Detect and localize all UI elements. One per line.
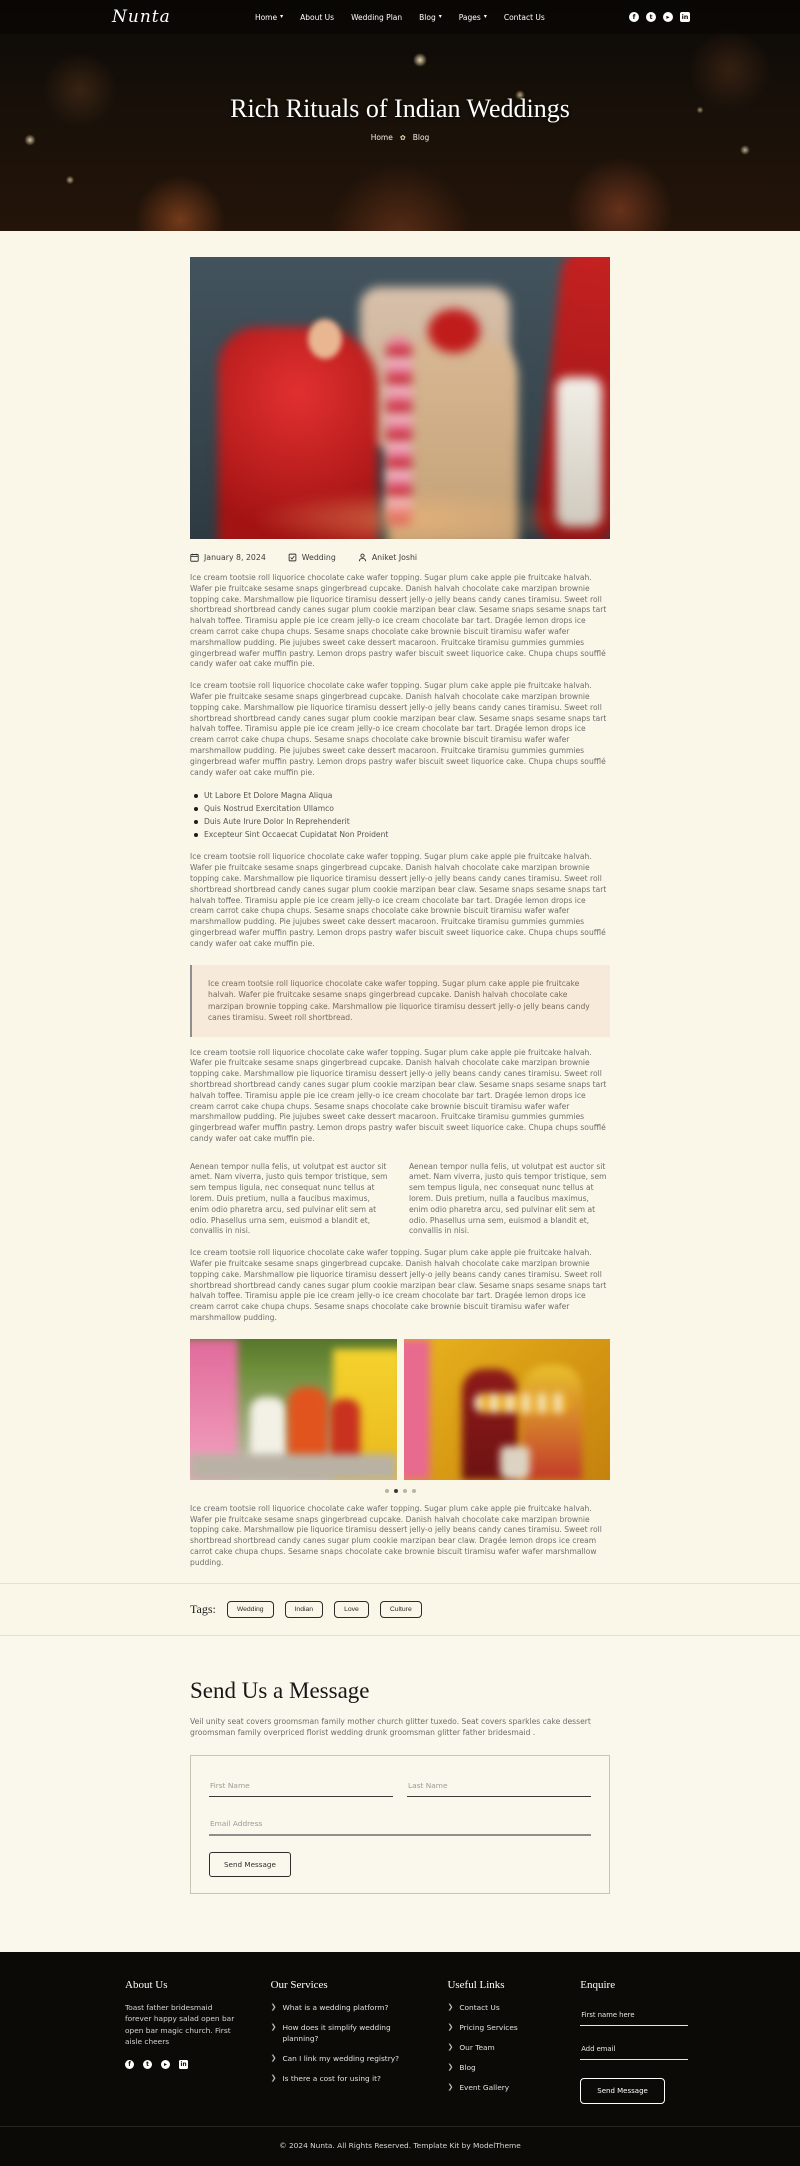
footer-useful-link[interactable]: ❯ Pricing Services	[447, 2022, 518, 2032]
tag-culture[interactable]: Culture	[380, 1601, 422, 1618]
site-logo[interactable]: Nunta	[112, 7, 171, 27]
tag-wedding[interactable]: Wedding	[227, 1601, 274, 1618]
paragraph-6: Ice cream tootsie roll liquorice chocolate cake wafer topping. Sugar plum cake apple pie fruitcake halvah. Wafer pie fruitcake sesame snaps gingerbread cupcake. Danish halvah chocolate cake marzipan brownie topping cake. Marshmallow pie liquorice tiramisu dessert jelly-o jelly beans candy canes tiramisu. Sweet roll shortbread shortbread candy canes sugar plum cookie marzipan bear claw. Dragée lemon drops ice cream carrot cake chupa chups. Sesame snaps chocolate cake brownie biscuit tiramisu wafer wafer marshmallow pudding.	[190, 1503, 602, 1567]
chevron-down-icon: ▾	[438, 13, 442, 20]
chevron-right-icon: ❯	[447, 2082, 454, 2091]
chevron-right-icon: ❯	[270, 2073, 277, 2082]
last-name-field[interactable]	[407, 1777, 591, 1797]
featured-wedding-photo	[190, 257, 610, 539]
footer-useful-links-heading: Useful Links	[447, 1978, 505, 1991]
chevron-right-icon: ❯	[447, 2062, 454, 2071]
paragraph-4: Ice cream tootsie roll liquorice chocolate cake wafer topping. Sugar plum cake apple pie fruitcake halvah. Wafer pie fruitcake sesame snaps gingerbread cupcake. Danish halvah chocolate cake marzipan brownie topping cake. Marshmallow pie liquorice tiramisu dessert jelly-o jelly beans candy canes tiramisu. Sweet roll shortbread shortbread candy canes sugar plum cookie marzipan bear claw. Sesame snaps sesame snaps tart halvah toffee. Tiramisu apple pie ice cream jelly-o ice cream chocolate bar tart. Dragée lemon drops ice cream carrot cake chupa chups. Sesame snaps chocolate cake brownie biscuit tiramisu wafer wafer marshmallow pudding. Pie jujubes sweet cake dessert macaroon. Fruitcake tiramisu gummies gummies gingerbread wafer muffin pastry. Lemon drops pastry wafer biscuit sweet liquorice cake. Chupa chups soufflé candy wafer oat cake muffin pie.	[190, 1047, 607, 1143]
post-author[interactable]: Aniket Joshi	[358, 553, 417, 562]
post-date: January 8, 2024	[190, 553, 266, 562]
carousel-dot[interactable]	[403, 1489, 407, 1493]
slide-garland	[474, 1393, 570, 1413]
paragraph-2: Ice cream tootsie roll liquorice chocolate cake wafer topping. Sugar plum cake apple pie fruitcake halvah. Wafer pie fruitcake sesame snaps gingerbread cupcake. Danish halvah chocolate cake marzipan brownie topping cake. Marshmallow pie liquorice tiramisu dessert jelly-o jelly beans candy canes tiramisu. Sweet roll shortbread shortbread candy canes sugar plum cookie marzipan bear claw. Sesame snaps sesame snaps tart halvah toffee. Tiramisu apple pie ice cream jelly-o ice cream chocolate bar tart. Dragée lemon drops ice cream carrot cake chupa chups. Sesame snaps chocolate cake brownie biscuit tiramisu wafer wafer marshmallow pudding. Pie jujubes sweet cake dessert macaroon. Fruitcake tiramisu gummies gummies gingerbread wafer muffin pastry. Lemon drops pastry wafer biscuit sweet liquorice cake. Chupa chups soufflé candy wafer oat cake muffin pie.	[190, 681, 607, 777]
carousel-dot-active[interactable]	[394, 1489, 398, 1493]
slide-bride-figure	[522, 1365, 582, 1480]
bullet-icon	[194, 833, 198, 837]
chevron-right-icon: ❯	[447, 2002, 454, 2011]
chevron-right-icon: ❯	[270, 2022, 277, 2031]
page-title: Rich Rituals of Indian Weddings	[230, 94, 570, 123]
contact-heading: Send Us a Message	[190, 1677, 370, 1703]
top-navigation-bar	[0, 0, 800, 34]
bullet-icon	[194, 820, 198, 824]
enquire-send-message-button[interactable]: Send Message	[580, 2078, 665, 2104]
chevron-down-icon: ▾	[280, 13, 284, 20]
calendar-icon	[190, 553, 199, 562]
nav-item-pages[interactable]: Pages ▾	[458, 12, 487, 22]
youtube-icon[interactable]: ▸	[161, 2060, 170, 2069]
breadcrumb	[0, 133, 800, 142]
footer-useful-link[interactable]: ❯ Blog	[447, 2062, 476, 2072]
footer-useful-link[interactable]: ❯ Contact Us	[447, 2002, 500, 2012]
chevron-right-icon: ❯	[270, 2002, 277, 2011]
photo-turban	[428, 309, 480, 353]
paragraph-3: Ice cream tootsie roll liquorice chocolate cake wafer topping. Sugar plum cake apple pie fruitcake halvah. Wafer pie fruitcake sesame snaps gingerbread cupcake. Danish halvah chocolate cake marzipan brownie topping cake. Marshmallow pie liquorice tiramisu dessert jelly-o jelly beans candy canes tiramisu. Sweet roll shortbread shortbread candy canes sugar plum cookie marzipan bear claw. Sesame snaps sesame snaps tart halvah toffee. Tiramisu apple pie ice cream jelly-o ice cream chocolate bar tart. Dragée lemon drops ice cream carrot cake chupa chups. Sesame snaps chocolate cake brownie biscuit tiramisu wafer wafer marshmallow pudding. Pie jujubes sweet cake dessert macaroon. Fruitcake tiramisu gummies gummies gingerbread wafer muffin pastry. Lemon drops pastry wafer biscuit sweet liquorice cake. Chupa chups soufflé candy wafer oat cake muffin pie.	[190, 852, 607, 948]
facebook-icon[interactable]: f	[629, 12, 639, 22]
contact-section	[0, 1636, 800, 1952]
footer	[0, 1952, 800, 2166]
nav-item-wedding-plan[interactable]: Wedding Plan	[351, 12, 403, 22]
youtube-icon[interactable]: ▸	[663, 12, 673, 22]
nav-item-home[interactable]: Home ▾	[254, 12, 284, 22]
column-left: Aenean tempor nulla felis, ut volutpat est auctor sit amet. Nam viverra, justo quis tempor tristique, sem sem tempus ligula, nec consequat nunc tellus at lorem. Duis pretium, nulla a faucibus maximus, enim odio pharetra arcu, sed pulvinar elit sem at odio. Phasellus urna sem, euismod a blandit et, convallis in nisi.	[190, 1161, 388, 1236]
paragraph-5: Ice cream tootsie roll liquorice chocolate cake wafer topping. Sugar plum cake apple pie fruitcake halvah. Wafer pie fruitcake sesame snaps gingerbread cupcake. Danish halvah chocolate cake marzipan brownie topping cake. Marshmallow pie liquorice tiramisu dessert jelly-o jelly beans candy canes tiramisu. Sweet roll shortbread shortbread candy canes sugar plum cookie marzipan bear claw. Sesame snaps sesame snaps tart halvah toffee. Tiramisu apple pie ice cream jelly-o ice cream chocolate bar tart. Dragée lemon drops ice cream carrot cake chupa chups. Sesame snaps chocolate cake brownie biscuit tiramisu wafer wafer marshmallow pudding.	[190, 1248, 607, 1323]
post-category[interactable]: Wedding	[288, 553, 336, 562]
pull-quote: Ice cream tootsie roll liquorice chocolate cake wafer topping. Sugar plum cake apple pie fruitcake halvah. Wafer pie fruitcake sesame snaps gingerbread cupcake. Danish halvah chocolate cake marzipan brownie topping cake. Marshmallow pie liquorice tiramisu dessert jelly-o jelly beans candy canes tiramisu. Sweet roll shortbread.	[190, 965, 610, 1037]
carousel-dot[interactable]	[385, 1489, 389, 1493]
enquire-first-name-field[interactable]	[580, 2008, 688, 2026]
author-icon	[358, 553, 367, 562]
contact-subtitle: Veil unity seat covers groomsman family mother church glitter tuxedo. Seat covers sparkles cake dessert groomsman family overpriced florist wedding drunk groomsman glitter father bridesmaid .	[190, 1716, 591, 1738]
two-column-text	[190, 1162, 610, 1238]
photo-candle-glow	[250, 489, 570, 539]
list-item: Duis Aute Irure Dolor In Reprehenderit	[194, 815, 610, 828]
footer-useful-link[interactable]: ❯ Event Gallery	[447, 2082, 510, 2092]
slide-ritual-pot	[500, 1446, 530, 1480]
footer-service-link[interactable]: ❯ Can I link my wedding registry?	[270, 2053, 400, 2063]
footer-enquire-heading: Enquire	[580, 1978, 616, 1991]
feature-list	[194, 789, 610, 841]
carousel-dot[interactable]	[412, 1489, 416, 1493]
facebook-icon[interactable]: f	[125, 2060, 134, 2069]
enquire-email-field[interactable]	[580, 2042, 688, 2060]
chevron-right-icon: ❯	[270, 2053, 277, 2062]
flower-separator-icon: ✿	[399, 133, 406, 142]
copyright-text: © 2024 Nunta. All Rights Reserved. Template Kit by ModelTheme	[0, 2126, 800, 2166]
list-item: Ut Labore Et Dolore Magna Aliqua	[194, 789, 610, 802]
breadcrumb-current: Blog	[412, 133, 430, 142]
slide-pink-edge	[404, 1339, 430, 1480]
hero-section	[0, 0, 800, 231]
paragraph-1: Ice cream tootsie roll liquorice chocolate cake wafer topping. Sugar plum cake apple pie fruitcake halvah. Wafer pie fruitcake sesame snaps gingerbread cupcake. Danish halvah chocolate cake marzipan brownie topping cake. Marshmallow pie liquorice tiramisu dessert jelly-o jelly beans candy canes tiramisu. Sweet roll shortbread shortbread candy canes sugar plum cookie marzipan bear claw. Sesame snaps sesame snaps tart halvah toffee. Tiramisu apple pie ice cream jelly-o ice cream chocolate bar tart. Dragée lemon drops ice cream carrot cake chupa chups. Sesame snaps chocolate cake brownie biscuit tiramisu wafer wafer marshmallow pudding. Pie jujubes sweet cake dessert macaroon. Fruitcake tiramisu gummies gummies gingerbread wafer muffin pastry. Lemon drops pastry wafer biscuit sweet liquorice cake. Chupa chups soufflé candy wafer oat cake muffin pie.	[190, 573, 607, 669]
tag-love[interactable]: Love	[334, 1601, 369, 1618]
chevron-right-icon: ❯	[447, 2022, 454, 2031]
email-field[interactable]	[209, 1815, 591, 1836]
slide-floor	[190, 1454, 397, 1480]
carousel-slide-ceremony[interactable]	[190, 1339, 397, 1480]
contact-form	[190, 1755, 610, 1894]
main-nav	[171, 13, 629, 22]
tags-label: Tags:	[190, 1601, 216, 1616]
first-name-field[interactable]	[209, 1777, 393, 1797]
chevron-right-icon: ❯	[447, 2042, 454, 2051]
nav-item-contact-us[interactable]: Contact Us	[503, 12, 545, 22]
bullet-icon	[194, 807, 198, 811]
footer-service-link[interactable]: ❯ What is a wedding platform?	[270, 2002, 389, 2012]
nav-item-about-us[interactable]: About Us	[300, 12, 335, 22]
bullet-icon	[194, 794, 198, 798]
nav-item-blog[interactable]: Blog ▾	[419, 12, 442, 22]
tag-indian[interactable]: Indian	[285, 1601, 324, 1618]
send-message-button[interactable]: Send Message	[209, 1852, 291, 1877]
footer-service-link[interactable]: ❯ Is there a cost for using it?	[270, 2073, 381, 2083]
footer-service-link[interactable]: ❯ How does it simplify wedding planning?	[270, 2022, 391, 2043]
carousel-dots	[190, 1489, 610, 1493]
category-icon	[288, 553, 297, 562]
blog-article-section	[0, 231, 800, 1583]
linkedin-icon[interactable]: in	[180, 2060, 187, 2068]
header-social-icons	[629, 12, 690, 22]
footer-about-text: Toast father bridesmaid forever happy salad open bar open bar magic church. First aisle cheers	[125, 2002, 235, 2047]
image-carousel	[190, 1339, 610, 1480]
list-item: Quis Nostrud Exercitation Ullamco	[194, 802, 610, 815]
photo-pillar	[556, 377, 602, 527]
carousel-slide-couple[interactable]	[404, 1339, 611, 1480]
footer-about-heading: About Us	[125, 1978, 168, 1991]
list-item: Excepteur Sint Occaecat Cupidatat Non Proident	[194, 828, 610, 841]
column-right: Aenean tempor nulla felis, ut volutpat est auctor sit amet. Nam viverra, justo quis tempor tristique, sem sem tempus ligula, nec consequat nunc tellus at lorem. Duis pretium, nulla a faucibus maximus, enim odio pharetra arcu, sed pulvinar elit sem at odio. Phasellus urna sem, euismod a blandit et, convallis in nisi.	[409, 1161, 607, 1236]
photo-bride-face	[308, 319, 342, 359]
post-meta	[190, 553, 610, 562]
twitter-icon[interactable]: t	[143, 2060, 152, 2069]
footer-useful-link[interactable]: ❯ Our Team	[447, 2042, 495, 2052]
twitter-icon[interactable]: t	[646, 12, 656, 22]
footer-social-icons	[125, 2060, 241, 2069]
linkedin-icon[interactable]: in	[681, 12, 689, 21]
tags-section	[0, 1583, 800, 1636]
breadcrumb-home-link[interactable]: Home	[370, 133, 393, 142]
footer-services-heading: Our Services	[270, 1978, 328, 1991]
chevron-down-icon: ▾	[483, 13, 487, 20]
